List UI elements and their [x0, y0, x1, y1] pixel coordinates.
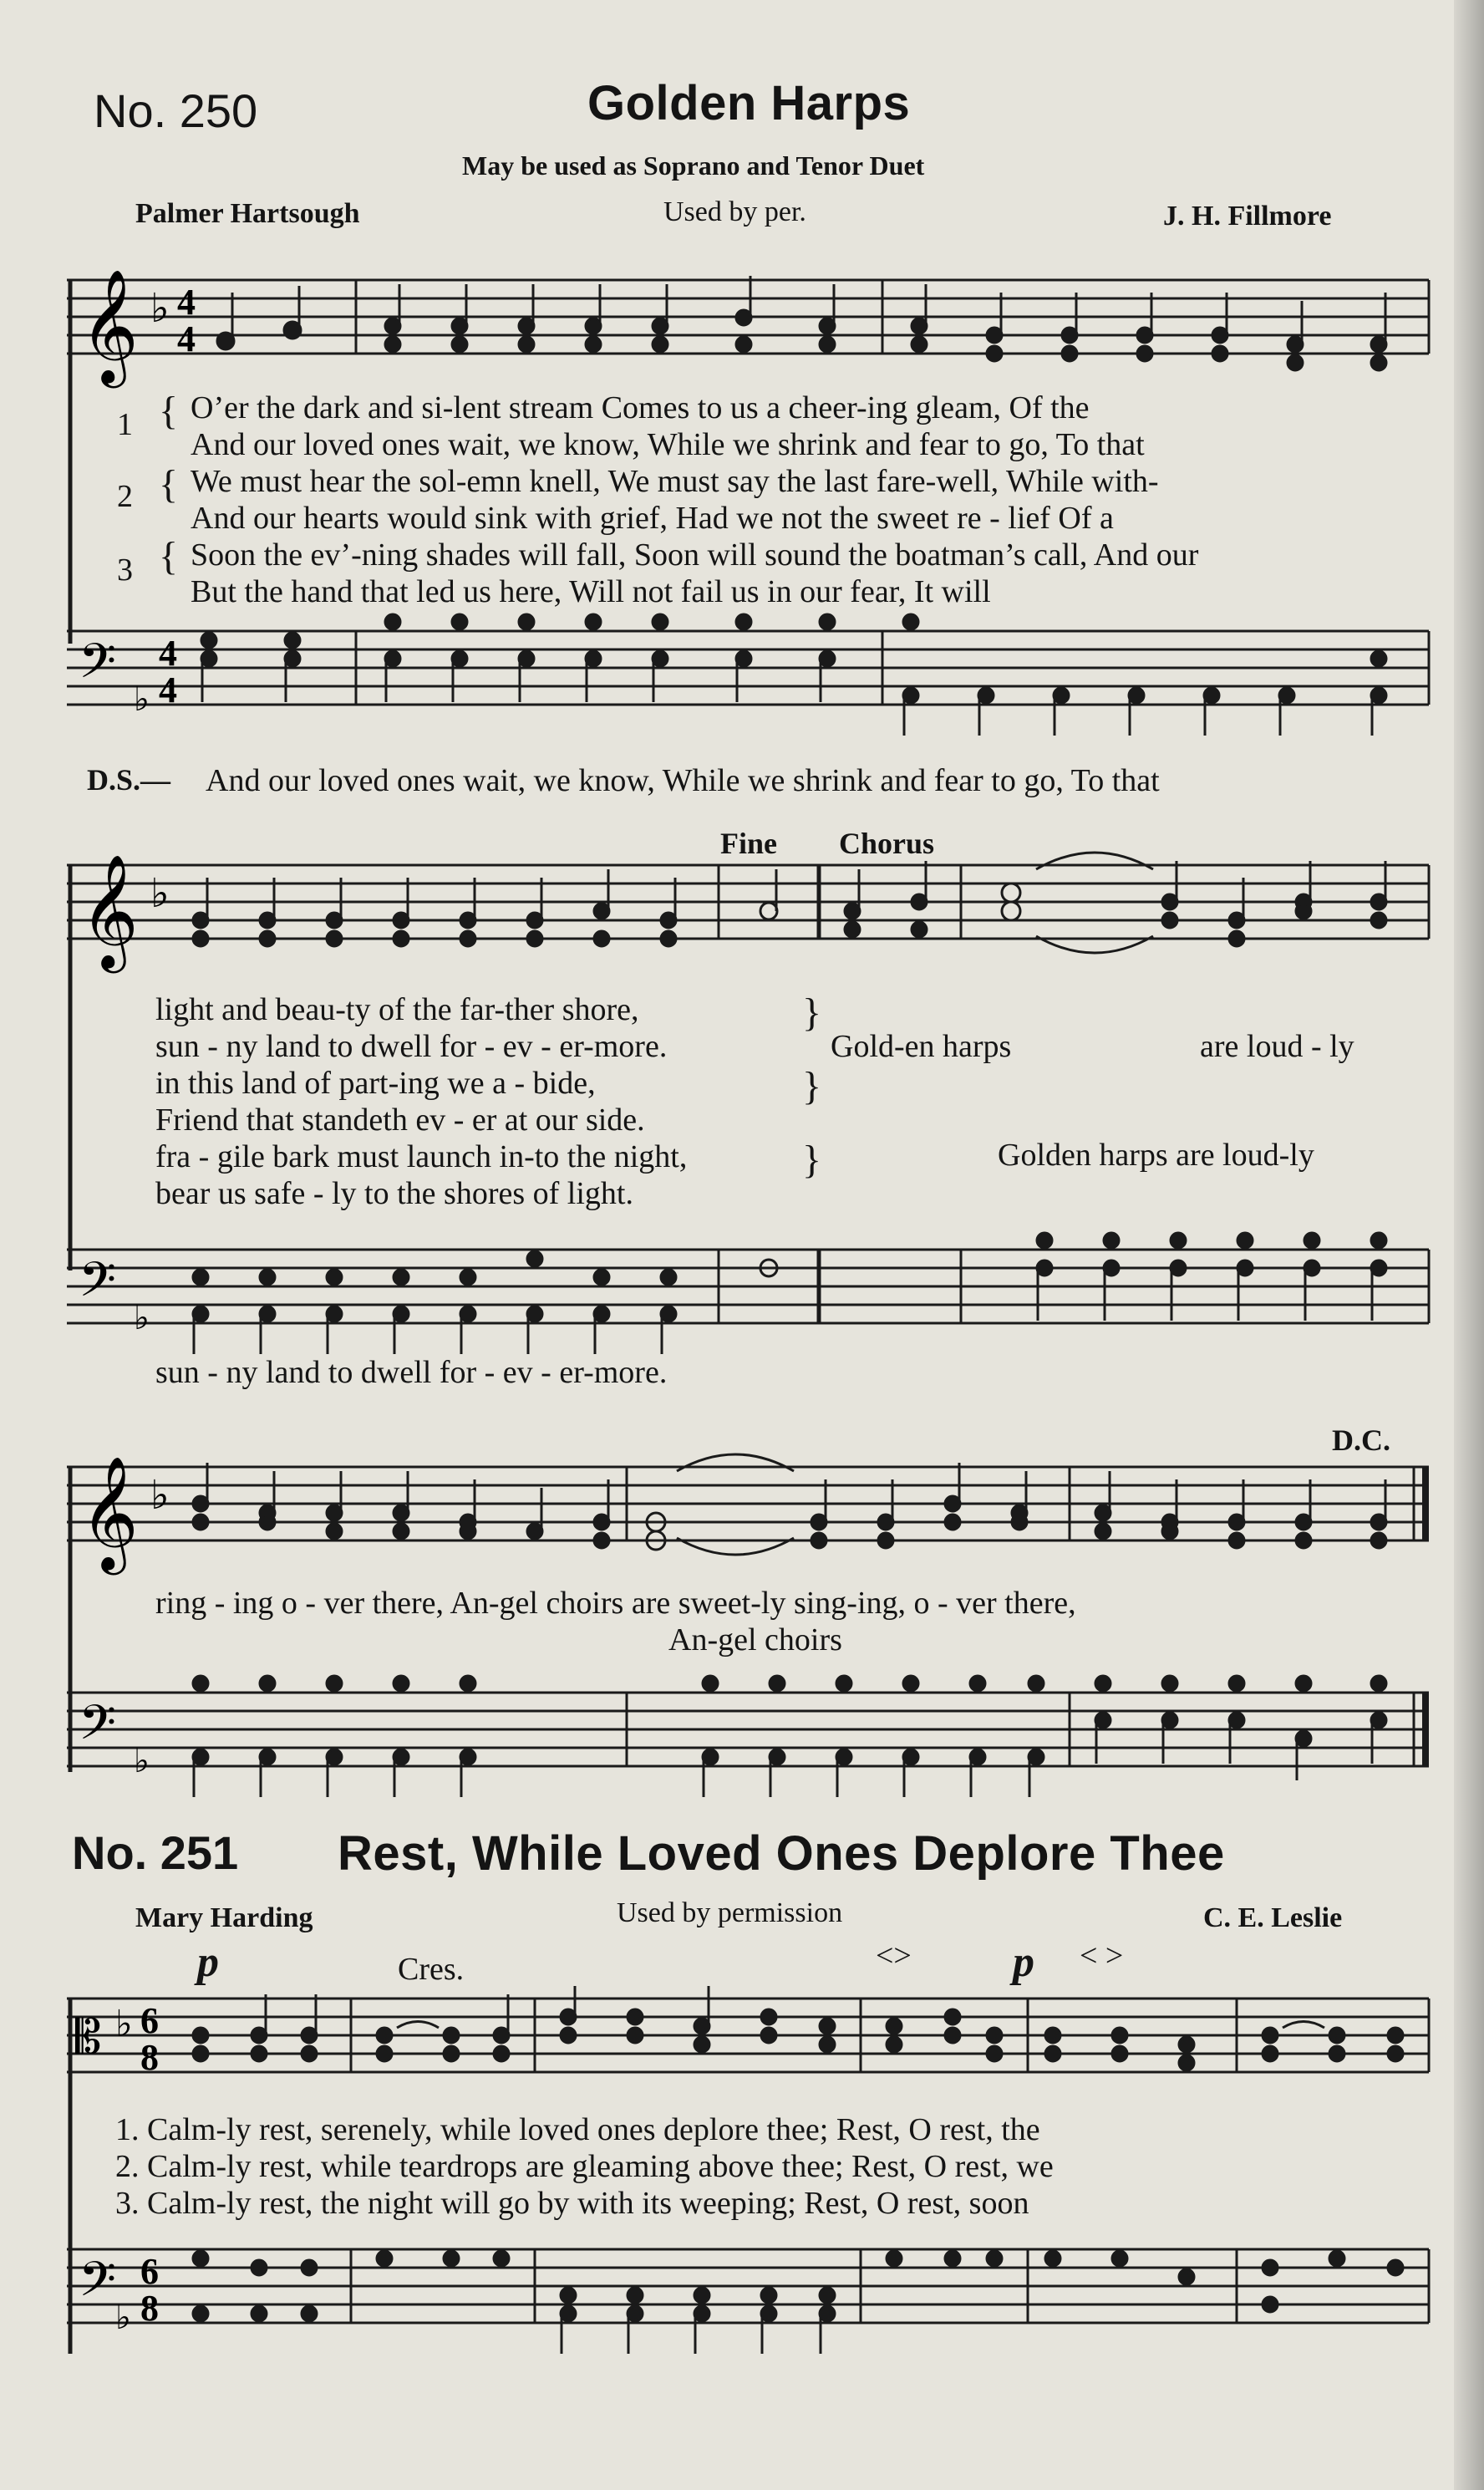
- hymn-title: Golden Harps: [587, 76, 911, 130]
- dynamic-crescendo: Cres.: [398, 1952, 465, 1987]
- chorus-lyric: are loud - ly: [1200, 1029, 1354, 1064]
- chorus-lyric: Gold-en harps: [831, 1029, 1012, 1064]
- svg-text:8: 8: [140, 2037, 159, 2078]
- lyric-line: And our hearts would sink with grief, Had we not the sweet re - lief Of a: [191, 501, 1114, 536]
- verse-brace: }: [802, 1138, 822, 1182]
- svg-text:6: 6: [140, 2000, 159, 2041]
- hymn-title: Rest, While Loved Ones Deplore Thee: [338, 1826, 1225, 1881]
- hymn-subtitle: May be used as Soprano and Tenor Duet: [462, 150, 925, 181]
- svg-text:♭: ♭: [150, 870, 170, 917]
- lyric-line: 2. Calm-ly rest, while teardrops are gleaming above thee; Rest, O rest, we: [115, 2149, 1054, 2184]
- dc-marker: D.C.: [1332, 1423, 1390, 1457]
- svg-text:4: 4: [177, 282, 196, 323]
- lyric-line: Soon the ev’-ning shades will fall, Soon will sound the boatman’s call, And our: [191, 537, 1199, 573]
- lyric-line: in this land of part-ing we a - bide,: [155, 1066, 596, 1101]
- verse-brace: {: [159, 534, 179, 578]
- lyric-line: 1. Calm-ly rest, serenely, while loved ones deplore thee; Rest, O rest, the: [115, 2112, 1040, 2147]
- svg-text:𝄢: 𝄢: [79, 633, 117, 701]
- svg-text:♭: ♭: [134, 680, 150, 719]
- book-spine-shadow: [1454, 0, 1484, 2490]
- hymn-author: Palmer Hartsough: [135, 198, 360, 229]
- hymn-number: No. 251: [72, 1826, 239, 1879]
- svg-text:♭: ♭: [150, 1472, 170, 1519]
- lyric-line: But the hand that led us here, Will not fail us in our fear, It will: [191, 574, 991, 609]
- lyric-line: sun - ny land to dwell for - ev - er-more.: [155, 1355, 668, 1390]
- system-1-treble-staff: [67, 267, 1437, 384]
- lyric-line: We must hear the sol-emn knell, We must say the last fare-well, While with-: [191, 464, 1159, 499]
- lyric-line: light and beau-ty of the far-ther shore,: [155, 992, 639, 1027]
- dynamic-swell: <>: [876, 1938, 912, 1973]
- verse-number: 3: [117, 552, 133, 588]
- system-3-treble-staff: [67, 1454, 1437, 1571]
- lyric-line: bear us safe - ly to the shores of light.: [155, 1176, 633, 1211]
- fine-marker: Fine: [720, 827, 777, 860]
- dynamic-piano: p: [197, 1938, 219, 1986]
- system-1-bass-staff: [67, 619, 1437, 736]
- svg-text:♭: ♭: [150, 285, 170, 332]
- verse-brace: }: [802, 990, 822, 1035]
- lyric-line: Friend that standeth ev - er at our side.: [155, 1102, 645, 1138]
- lyric-line: sun - ny land to dwell for - ev - er-more.: [155, 1029, 668, 1064]
- svg-text:4: 4: [159, 633, 177, 674]
- hymn251-bass-staff: [67, 2237, 1437, 2354]
- lyric-line: ring - ing o - ver there, An-gel choirs are sweet-ly sing-ing, o - ver there,: [155, 1586, 1076, 1621]
- svg-text:𝄢: 𝄢: [79, 1694, 117, 1763]
- svg-text:4: 4: [177, 318, 196, 359]
- verse-brace: }: [802, 1064, 822, 1108]
- svg-text:𝄢: 𝄢: [79, 2251, 117, 2319]
- svg-text:𝄞: 𝄞: [80, 267, 139, 383]
- svg-text:♭: ♭: [134, 1298, 150, 1337]
- system-2-treble-staff: [67, 853, 1437, 970]
- verse-number: 2: [117, 479, 133, 514]
- svg-text:𝄞: 𝄞: [80, 1454, 139, 1570]
- system-2-bass-staff: [67, 1237, 1437, 1354]
- svg-text:6: 6: [140, 2251, 159, 2292]
- lyric-line: O’er the dark and si-lent stream Comes to us a cheer-ing gleam, Of the: [191, 390, 1090, 425]
- hymn-permission: Used by permission: [617, 1897, 843, 1928]
- dynamic-cresc-dim: < >: [1080, 1938, 1124, 1973]
- lyric-line: fra - gile bark must launch in-to the night,: [155, 1139, 688, 1174]
- svg-text:𝄢: 𝄢: [79, 1251, 117, 1320]
- svg-text:♭: ♭: [115, 2003, 133, 2045]
- system-3-bass-staff: [67, 1680, 1437, 1797]
- verse-brace: {: [159, 389, 179, 433]
- chorus-marker: Chorus: [839, 827, 935, 860]
- hymn-composer: J. H. Fillmore: [1163, 201, 1332, 232]
- chorus-lyric: Golden harps are loud-ly: [998, 1138, 1314, 1173]
- svg-text:♭: ♭: [134, 1741, 150, 1780]
- hymn-composer: C. E. Leslie: [1203, 1902, 1343, 1933]
- hymn-permission: Used by per.: [663, 196, 806, 227]
- hymn-number: No. 250: [94, 84, 258, 137]
- lyric-line: And our loved ones wait, we know, While we shrink and fear to go, To that: [191, 427, 1145, 462]
- lyric-line: An-gel choirs: [668, 1622, 842, 1657]
- ds-marker: D.S.—: [87, 763, 171, 797]
- svg-text:4: 4: [159, 670, 177, 710]
- svg-text:𝄞: 𝄞: [80, 853, 139, 968]
- hymn251-treble-staff: [67, 1986, 1437, 2103]
- verse-brace: {: [159, 462, 179, 507]
- ds-lyric-line: And our loved ones wait, we know, While we shrink and fear to go, To that: [206, 763, 1160, 798]
- svg-text:𝄡: 𝄡: [75, 2010, 102, 2065]
- lyric-line: 3. Calm-ly rest, the night will go by with its weeping; Rest, O rest, soon: [115, 2186, 1029, 2221]
- svg-text:8: 8: [140, 2288, 159, 2329]
- verse-number: 1: [117, 407, 133, 442]
- dynamic-piano: p: [1013, 1938, 1034, 1986]
- hymn-author: Mary Harding: [135, 1902, 313, 1933]
- svg-text:♭: ♭: [115, 2298, 131, 2337]
